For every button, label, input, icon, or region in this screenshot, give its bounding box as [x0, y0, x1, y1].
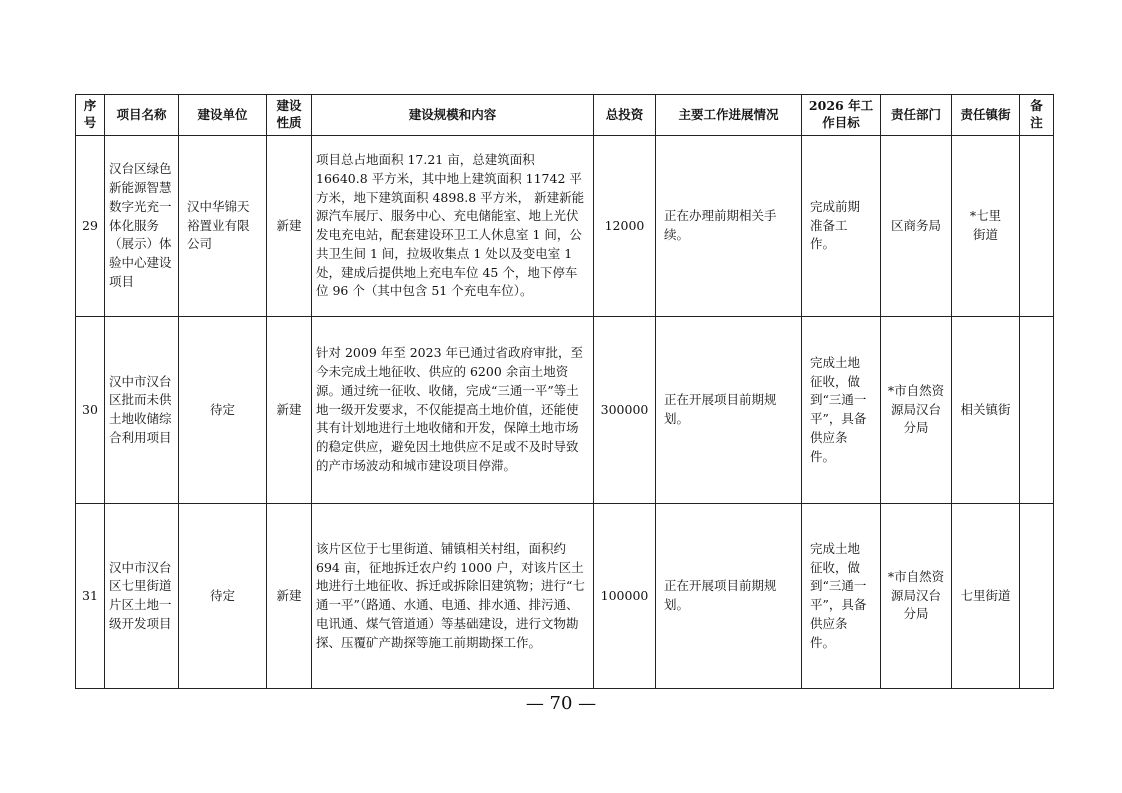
cell-dept: 区商务局 [881, 136, 952, 317]
cell-investment: 12000 [594, 136, 656, 317]
cell-remark [1020, 317, 1054, 504]
header-target: 2026 年工作目标 [802, 95, 881, 136]
table-row [76, 317, 1054, 504]
cell-investment: 300000 [594, 317, 656, 504]
cell-unit: 待定 [179, 504, 267, 689]
table-row [76, 136, 1054, 317]
header-seq: 序号 [76, 95, 105, 136]
cell-unit: 待定 [179, 317, 267, 504]
header-street: 责任镇街 [952, 95, 1020, 136]
cell-name: 汉台区绿色新能源智慧数字光充一体化服务（展示）体验中心建设项目 [105, 136, 179, 317]
cell-target: 完成前期准备工作。 [802, 136, 881, 317]
cell-scope: 针对 2009 年至 2023 年已通过省政府审批，至今未完成土地征收、供应的 6200 余亩土地资源。通过统一征收、收储，完成“三通一平”等土地一级开发要求，不仅能提高土地价值，还能使其有计划地进行土地收储和开发，保障土地市场的稳定供应，避免因土地供应不足或不及时导致的产市场波动和城市建设项目停滞。 [312, 317, 594, 504]
header-nature: 建设性质 [267, 95, 312, 136]
cell-scope: 该片区位于七里街道、铺镇相关村组，面积约 694 亩，征地拆迁农户约 1000 户，对该片区土地进行土地征收、拆迁或拆除旧建筑物；进行“七通一平”（路通、水通、电通、排水通、排污通、电讯通、煤气管道通）等基础建设，进行文物勘探、压覆矿产勘探等施工前期勘探工作。 [312, 504, 594, 689]
cell-street: 相关镇街 [952, 317, 1020, 504]
page-number: — 70 — [525, 693, 597, 714]
cell-target: 完成土地征收，做到“三通一平”，具备供应条件。 [802, 317, 881, 504]
header-progress: 主要工作进展情况 [656, 95, 802, 136]
cell-dept: *市自然资源局汉台分局 [881, 504, 952, 689]
header-name: 项目名称 [105, 95, 179, 136]
header-scope: 建设规模和内容 [312, 95, 594, 136]
header-row [76, 95, 1054, 136]
cell-dept: *市自然资源局汉台分局 [881, 317, 952, 504]
cell-nature: 新建 [267, 136, 312, 317]
cell-nature: 新建 [267, 504, 312, 689]
header-dept: 责任部门 [881, 95, 952, 136]
cell-progress: 正在办理前期相关手续。 [656, 136, 802, 317]
cell-street: *七里街道 [952, 136, 1020, 317]
cell-unit: 汉中华锦天裕置业有限公司 [179, 136, 267, 317]
cell-progress: 正在开展项目前期规划。 [656, 504, 802, 689]
header-unit: 建设单位 [179, 95, 267, 136]
project-table [75, 94, 1054, 689]
cell-remark [1020, 504, 1054, 689]
header-remark: 备注 [1020, 95, 1054, 136]
cell-name: 汉中市汉台区批而未供土地收储综合利用项目 [105, 317, 179, 504]
cell-investment: 100000 [594, 504, 656, 689]
cell-remark [1020, 136, 1054, 317]
cell-seq: 29 [76, 136, 105, 317]
cell-name: 汉中市汉台区七里街道片区土地一级开发项目 [105, 504, 179, 689]
header-investment: 总投资 [594, 95, 656, 136]
cell-nature: 新建 [267, 317, 312, 504]
cell-target: 完成土地征收，做到“三通一平”，具备供应条件。 [802, 504, 881, 689]
table-row [76, 504, 1054, 689]
cell-seq: 31 [76, 504, 105, 689]
cell-scope: 项目总占地面积 17.21 亩，总建筑面积 16640.8 平方米，其中地上建筑面积 11742 平方米，地下建筑面积 4898.8 平方米， 新建新能源汽车展厅、服务中心、充电储能室、地上光伏发电充电站，配套建设环卫工人休息室 1 间，公共卫生间 1 间，拉圾收集点 1 处以及变电室 1 处，建成后提供地上充电车位 45 个，地下停车位 96 个（其中包含 51 个充电车位）。 [312, 136, 594, 317]
cell-progress: 正在开展项目前期规划。 [656, 317, 802, 504]
cell-seq: 30 [76, 317, 105, 504]
cell-street: 七里街道 [952, 504, 1020, 689]
